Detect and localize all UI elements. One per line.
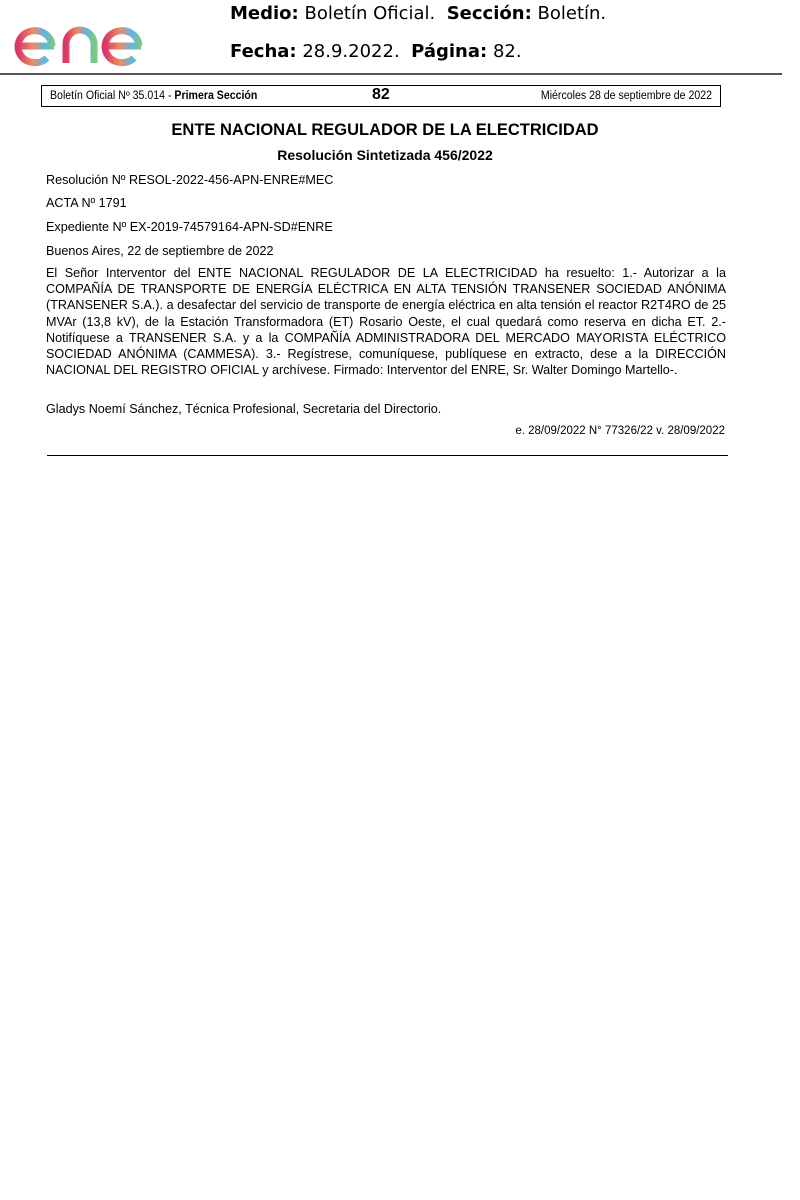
- publication-reference: e. 28/09/2022 N° 77326/22 v. 28/09/2022: [515, 425, 725, 437]
- signature-line: Gladys Noemí Sánchez, Técnica Profesional, Secretaria del Directorio.: [46, 402, 442, 416]
- medio-label: Medio:: [230, 3, 299, 24]
- fecha-value: 28.9.2022.: [302, 41, 400, 62]
- bulletin-issue-text: Boletín Oficial Nº 35.014 -: [50, 90, 175, 102]
- seccion-label: Sección:: [446, 3, 532, 24]
- clipping-metadata: [230, 4, 606, 62]
- acta-number: ACTA Nº 1791: [46, 196, 127, 210]
- enel-logo: [14, 6, 172, 70]
- bulletin-section: Primera Sección: [174, 90, 258, 102]
- resolution-number: Resolución Nº RESOL-2022-456-APN-ENRE#MEC: [46, 173, 334, 187]
- bottom-divider: [47, 455, 728, 456]
- resolution-body: El Señor Interventor del ENTE NACIONAL REGULADOR DE LA ELECTRICIDAD ha resuelto: 1.- Autorizar a la COMPAÑÍA DE TRANSPORTE DE ENERGÍA ELÉCTRICA EN ALTA TENSIÓN TRANSENER SOCIEDAD ANÓNIMA (TRANSENER S.A.). a desafectar del servicio de transporte de energía eléctrica en alta tensión el reactor R2T4RO de 25 MVAr (13,8 kV), de la Estación Transformadora (ET) Rosario Oeste, el cual quedará como reserva en dicha ET. 2.- Notifíquese a TRANSENER S.A. y a la COMPAÑÍA ADMINISTRADORA DEL MERCADO MAYORISTA ELÉCTRICO SOCIEDAD ANÓNIMA (CAMMESA). 3.- Regístrese, comuníquese, publíquese en extracto, dese a la DIRECCIÓN NACIONAL DEL REGISTRO OFICIAL y archívese. Firmado: Interventor del ENRE, Sr. Walter Domingo Martello-.: [46, 266, 726, 378]
- bulletin-date: Miércoles 28 de septiembre de 2022: [540, 90, 712, 102]
- document-title: ENTE NACIONAL REGULADOR DE LA ELECTRICIDAD: [171, 121, 599, 139]
- bulletin-page-number: 82: [372, 86, 390, 103]
- medio-value: Boletín Oficial.: [304, 3, 436, 24]
- bulletin-issue: [50, 90, 257, 102]
- fecha-label: Fecha:: [230, 41, 297, 62]
- bulletin-header: [41, 85, 721, 107]
- pagina-label: Página:: [411, 41, 488, 62]
- place-date: Buenos Aires, 22 de septiembre de 2022: [46, 244, 274, 258]
- seccion-value: Boletín.: [537, 3, 607, 24]
- pagina-value: 82.: [492, 41, 522, 62]
- document-subtitle: Resolución Sintetizada 456/2022: [277, 147, 493, 163]
- top-divider: [0, 73, 782, 75]
- clipping-row-medio: [230, 4, 606, 24]
- clipping-row-fecha: [230, 42, 606, 62]
- expediente-number: Expediente Nº EX-2019-74579164-APN-SD#ENRE: [46, 220, 333, 234]
